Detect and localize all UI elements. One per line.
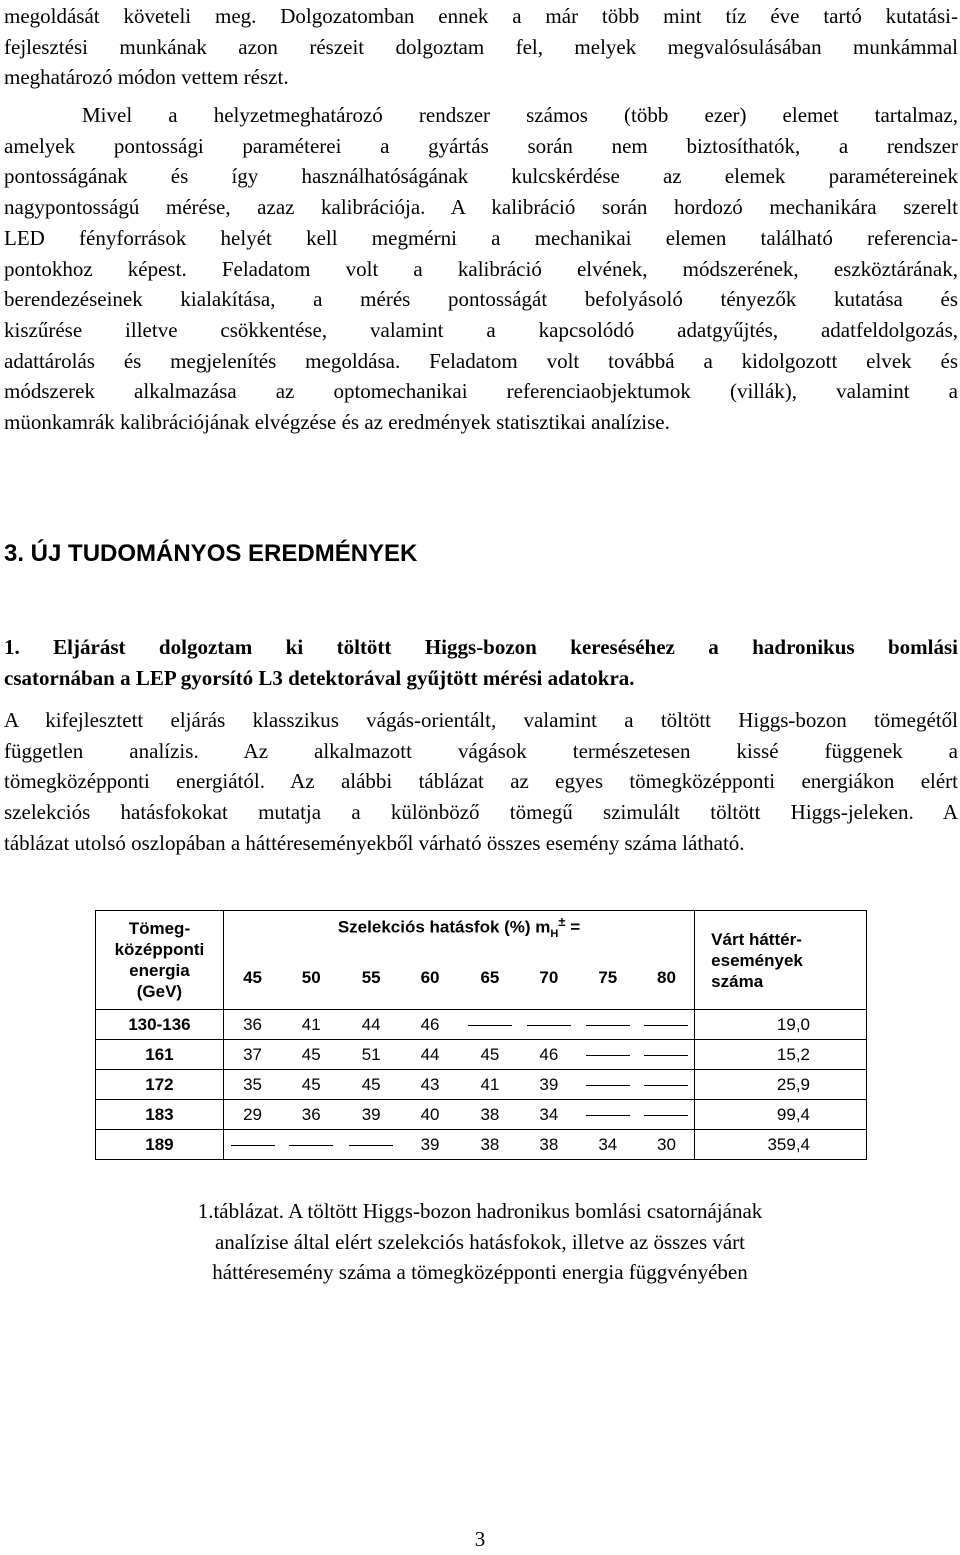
text-line: meghatározó módon vettem részt.	[4, 65, 289, 90]
page-number: 3	[474, 1527, 486, 1551]
energy-cell: 183	[96, 1100, 224, 1130]
energy-cell: 161	[96, 1040, 224, 1070]
background-cell: 359,4	[695, 1130, 867, 1160]
empty-value-cell	[281, 1130, 341, 1160]
text-line: tömegközépponti energiától. Az alábbi táblázat az egyes tömegközépponti energiákon elért	[4, 769, 958, 794]
dash-mark	[586, 1055, 630, 1056]
paragraph-intro-continuation	[4, 1, 958, 93]
text-line: berendezéseinek kialakítása, a mérés pontosságát befolyásoló tényezők kutatása és	[4, 287, 958, 312]
empty-value-cell	[639, 1100, 695, 1130]
dash-mark	[289, 1145, 333, 1146]
efficiency-cell: 39	[521, 1070, 577, 1100]
dash-mark	[644, 1115, 688, 1116]
dash-mark	[231, 1145, 275, 1146]
dash-mark	[644, 1085, 688, 1086]
text-line: csatornában a LEP gyorsító L3 detektorával gyűjtött mérési adatokra.	[4, 665, 635, 690]
text-line: 1. Eljárást dolgoztam ki töltött Higgs-bozon kereséséhez a hadronikus bomlási	[4, 635, 958, 659]
efficiency-cell: 45	[341, 1070, 401, 1100]
text-line: szelekciós hatásfokokat mutatja a különböző tömegű szimulált töltött Higgs-jeleken. A	[4, 800, 958, 825]
efficiency-header-sub: H	[550, 928, 559, 941]
header-line: események	[711, 950, 803, 970]
section-heading: 3. ÚJ TUDOMÁNYOS EREDMÉNYEK	[4, 540, 418, 567]
efficiency-cell: 46	[401, 1010, 459, 1040]
mass-header: 55	[341, 945, 401, 1010]
efficiency-cell: 51	[341, 1040, 401, 1070]
header-line: Tömeg-	[128, 919, 191, 939]
efficiency-table	[95, 910, 867, 1160]
text-line: nagypontosságú mérése, azaz kalibrációja. A kalibráció során hordozó mechanikára szerelt	[4, 195, 958, 220]
empty-value-cell	[341, 1130, 401, 1160]
dash-mark	[586, 1025, 630, 1026]
empty-value-cell	[577, 1010, 639, 1040]
header-line: Várt háttér-	[711, 929, 802, 949]
dash-mark	[644, 1025, 688, 1026]
efficiency-cell: 35	[223, 1070, 281, 1100]
header-line: (GeV)	[136, 982, 183, 1002]
empty-value-cell	[577, 1070, 639, 1100]
header-line: energia	[129, 961, 190, 981]
text-line: fejlesztési munkának azon részeit dolgoztam fel, melyek megvalósulásában munkámmal	[4, 34, 958, 59]
text-line: A kifejlesztett eljárás klasszikus vágás-orientált, valamint a töltött Higgs-bozon tömegétől	[4, 708, 958, 732]
dash-mark	[527, 1025, 571, 1026]
text-line: LED fényforrások helyét kell megmérni a mechanikai elemen található referencia-	[4, 225, 958, 250]
caption-line: háttéresemény száma a tömegközépponti energia függvényében	[212, 1260, 748, 1285]
efficiency-cell: 34	[521, 1100, 577, 1130]
dash-mark	[468, 1025, 512, 1026]
table-row	[96, 1040, 867, 1070]
text-line: adattárolás és megjelenítés megoldása. Feladatom volt továbbá a kidolgozott elvek és	[4, 348, 958, 373]
mass-header: 65	[459, 945, 521, 1010]
background-cell: 15,2	[695, 1040, 867, 1070]
text-line: kiszűrése illetve csökkentése, valamint a kapcsolódó adatgyűjtés, adatfeldolgozás,	[4, 317, 958, 342]
background-cell: 99,4	[695, 1100, 867, 1130]
mass-header: 60	[401, 945, 459, 1010]
background-cell: 19,0	[695, 1010, 867, 1040]
efficiency-cell: 41	[281, 1010, 341, 1040]
text-line: független analízis. Az alkalmazott vágások természetesen kissé függenek a	[4, 738, 958, 763]
text-line: pontokhoz képest. Feladatom volt a kalibráció elvének, módszerének, eszköztárának,	[4, 256, 958, 281]
efficiency-header-tail: =	[565, 917, 581, 937]
caption-line: 1.táblázat. A töltött Higgs-bozon hadronikus bomlási csatornájának	[197, 1199, 763, 1223]
efficiency-cell: 36	[223, 1010, 281, 1040]
energy-cell: 189	[96, 1130, 224, 1160]
efficiency-cell: 38	[459, 1130, 521, 1160]
table-row	[96, 1010, 867, 1040]
energy-cell: 172	[96, 1070, 224, 1100]
dash-mark	[644, 1055, 688, 1056]
efficiency-header-text: Szelekciós hatásfok (%) m	[337, 917, 551, 937]
efficiency-cell: 44	[341, 1010, 401, 1040]
efficiency-cell: 44	[401, 1040, 459, 1070]
efficiency-header	[223, 911, 694, 946]
mass-header: 50	[281, 945, 341, 1010]
header-line: középponti	[114, 940, 205, 960]
caption-line: analízise által elért szelekciós hatásfokok, illetve az összes várt	[214, 1229, 746, 1254]
efficiency-cell: 45	[281, 1040, 341, 1070]
mass-header: 75	[577, 945, 639, 1010]
dash-mark	[586, 1085, 630, 1086]
dash-mark	[586, 1115, 630, 1116]
table-header-row	[96, 911, 867, 946]
mass-header: 45	[223, 945, 281, 1010]
empty-value-cell	[639, 1070, 695, 1100]
efficiency-cell: 37	[223, 1040, 281, 1070]
efficiency-cell: 38	[521, 1130, 577, 1160]
header-line: száma	[711, 971, 764, 991]
table-row	[96, 1130, 867, 1160]
efficiency-cell: 36	[281, 1100, 341, 1130]
text-line: amelyek pontossági paraméterei a gyártás során nem biztosíthatók, a rendszer	[4, 133, 958, 158]
mass-header: 80	[639, 945, 695, 1010]
efficiency-cell: 46	[521, 1040, 577, 1070]
table-row	[96, 1100, 867, 1130]
table-caption	[80, 1196, 880, 1288]
text-line: Mivel a helyzetmeghatározó rendszer számos (több ezer) elemet tartalmaz,	[82, 103, 958, 127]
efficiency-cell: 41	[459, 1070, 521, 1100]
empty-value-cell	[223, 1130, 281, 1160]
energy-column-header	[96, 911, 224, 1010]
energy-cell: 130-136	[96, 1010, 224, 1040]
text-line: müonkamrák kalibrációjának elvégzése és az eredmények statisztikai analízise.	[4, 410, 670, 435]
dash-mark	[349, 1145, 393, 1146]
paragraph-calibration	[4, 100, 958, 438]
empty-value-cell	[577, 1040, 639, 1070]
efficiency-cell: 45	[281, 1070, 341, 1100]
text-line: megoldását követeli meg. Dolgozatomban ennek a már több mint tíz éve tartó kutatási-	[4, 4, 958, 28]
text-line: módszerek alkalmazása az optomechanikai referenciaobjektumok (villák), valamint a	[4, 379, 958, 404]
efficiency-cell: 43	[401, 1070, 459, 1100]
empty-value-cell	[521, 1010, 577, 1040]
result-statement	[4, 632, 958, 693]
background-column-header	[695, 911, 867, 1010]
empty-value-cell	[577, 1100, 639, 1130]
text-line: táblázat utolsó oszlopában a háttéreseményekből várható összes esemény száma látható.	[4, 830, 745, 855]
text-line: pontosságának és így használhatóságának kulcskérdése az elemek paramétereinek	[4, 164, 958, 189]
efficiency-cell: 40	[401, 1100, 459, 1130]
empty-value-cell	[639, 1040, 695, 1070]
efficiency-cell: 29	[223, 1100, 281, 1130]
table-row	[96, 1070, 867, 1100]
efficiency-cell: 45	[459, 1040, 521, 1070]
empty-value-cell	[459, 1010, 521, 1040]
efficiency-cell: 30	[639, 1130, 695, 1160]
paragraph-analysis	[4, 705, 958, 859]
mass-header: 70	[521, 945, 577, 1010]
efficiency-cell: 34	[577, 1130, 639, 1160]
efficiency-cell: 39	[401, 1130, 459, 1160]
background-cell: 25,9	[695, 1070, 867, 1100]
efficiency-header-sup: ±	[558, 914, 566, 929]
empty-value-cell	[639, 1010, 695, 1040]
efficiency-cell: 38	[459, 1100, 521, 1130]
efficiency-cell: 39	[341, 1100, 401, 1130]
